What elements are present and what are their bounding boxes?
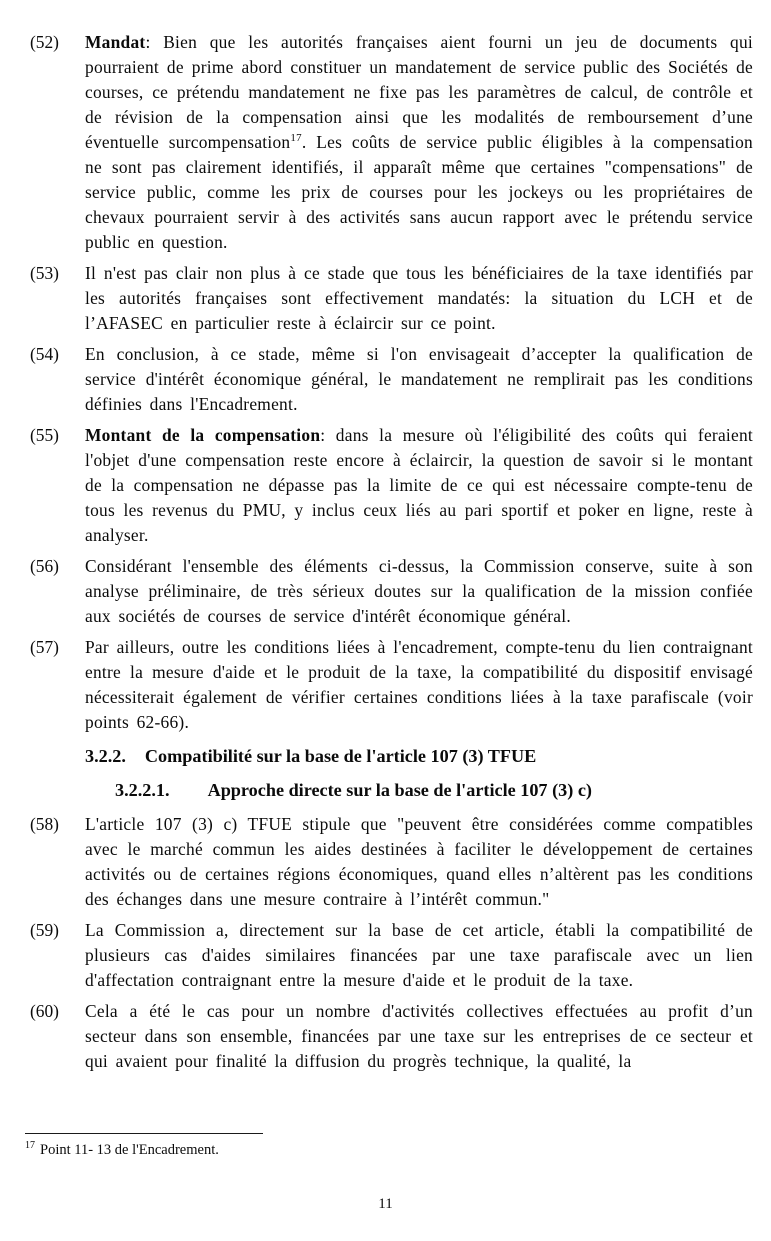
paragraph-57 — [30, 635, 753, 735]
paragraph-text — [85, 30, 753, 255]
paragraph-number: (54) — [30, 344, 59, 364]
section-heading-3-2-2 — [85, 743, 753, 769]
paragraph-number: (52) — [30, 32, 59, 52]
paragraph-53 — [30, 261, 753, 336]
paragraph-text: En conclusion, à ce stade, même si l'on envisageait d’accepter la qualification de service d'intérêt économique général, le mandatement ne remplirait pas les conditions définies dans l'Encadrement. — [85, 344, 753, 414]
paragraph-text: Par ailleurs, outre les conditions liées à l'encadrement, compte-tenu du lien contraignant entre la mesure d'aide et le produit de la taxe, la compatibilité du dispositif envisagé nécessiterait également de vérifier certaines conditions liées à la taxe parafiscale (voir points 62-66). — [85, 637, 753, 732]
paragraph-54 — [30, 342, 753, 417]
paragraph-52 — [30, 30, 753, 255]
paragraph-55 — [30, 423, 753, 548]
paragraph-lead-bold: Montant de la compensation — [85, 425, 321, 445]
paragraph-number: (58) — [30, 814, 59, 834]
footnote-reference-17: 17 — [290, 132, 302, 145]
paragraph-number: (57) — [30, 637, 59, 657]
paragraph-text — [85, 423, 753, 548]
paragraph-text: Cela a été le cas pour un nombre d'activités collectives effectuées au profit d’un secteur dans son ensemble, financées par une taxe sur les entreprises de ce secteur et qui avaient pour finalité la diffusion du progrès technique, la qualité, la — [85, 1001, 753, 1071]
footnote-separator-rule — [25, 1133, 263, 1134]
paragraph-text-segment: . Les coûts de service public éligibles à la compensation ne sont pas clairement identifiés, il apparaît même que certaines "compensations" de service public, comme les prix de courses pour les jockeys ou les propriétaires de chevaux pourraient servir à des activités sans aucun rapport avec le prétendu service public en question. — [85, 132, 753, 252]
paragraph-number: (59) — [30, 920, 59, 940]
paragraph-text-segment: : dans la mesure où l'éligibilité des coûts qui feraient l'objet d'une compensation reste encore à éclaircir, la question de savoir si le montant de la compensation ne dépasse pas la limite de ce qui est nécessaire compte-tenu de tous les revenus du PMU, y inclus ceux liés au pari sportif et poker en ligne, reste à analyser. — [85, 425, 753, 545]
section-title: Compatibilité sur la base de l'article 107 (3) TFUE — [144, 746, 537, 766]
section-number: 3.2.2. — [85, 746, 126, 766]
footnote-marker: 17 — [25, 1140, 35, 1152]
paragraph-58 — [30, 812, 753, 912]
subsection-heading-3-2-2-1 — [115, 777, 753, 803]
paragraph-text-segment: : Bien que les autorités françaises aient fourni un jeu de documents qui pourraient de prime abord constituer un mandatement de service public des Sociétés de courses, ce prétendu mandatement ne fixe pas les paramètres de calcul, de contrôle et de révision de la compensation ainsi que les modalités de remboursement d’une éventuelle surcompensation — [85, 32, 753, 152]
paragraph-text: L'article 107 (3) c) TFUE stipule que "peuvent être considérées comme compatibles avec le marché commun les aides destinées à faciliter le développement de certaines activités ou de certaines régions économiques, quand elles n’altèrent pas les conditions des échanges dans une mesure contraire à l’intérêt commun." — [85, 814, 753, 909]
footnote-17 — [25, 1140, 219, 1160]
document-body — [30, 30, 753, 1080]
subsection-title: Approche directe sur la base de l'article 107 (3) c) — [207, 780, 592, 800]
paragraph-number: (53) — [30, 263, 59, 283]
paragraph-text: La Commission a, directement sur la base de cet article, établi la compatibilité de plusieurs cas d'aides similaires financées par une taxe parafiscale avec un lien d'affectation contraignant entre la mesure d'aide et le produit de la taxe. — [85, 920, 753, 990]
subsection-number: 3.2.2.1. — [115, 780, 170, 800]
paragraph-60 — [30, 999, 753, 1074]
paragraph-59 — [30, 918, 753, 993]
paragraph-lead-bold: Mandat — [85, 32, 146, 52]
paragraph-56 — [30, 554, 753, 629]
paragraph-number: (60) — [30, 1001, 59, 1021]
footnote-text: Point 11- 13 de l'Encadrement. — [40, 1142, 219, 1158]
paragraph-text: Il n'est pas clair non plus à ce stade que tous les bénéficiaires de la taxe identifiés par les autorités françaises sont effectivement mandatés: la situation du LCH et de l’AFASEC en particulier reste à éclaircir sur ce point. — [85, 263, 753, 333]
paragraph-number: (55) — [30, 425, 59, 445]
page-number: 11 — [378, 1196, 393, 1212]
paragraph-text: Considérant l'ensemble des éléments ci-dessus, la Commission conserve, suite à son analyse préliminaire, de très sérieux doutes sur la qualification de la mission confiée aux sociétés de courses de service d'intérêt économique général. — [85, 556, 753, 626]
paragraph-number: (56) — [30, 556, 59, 576]
